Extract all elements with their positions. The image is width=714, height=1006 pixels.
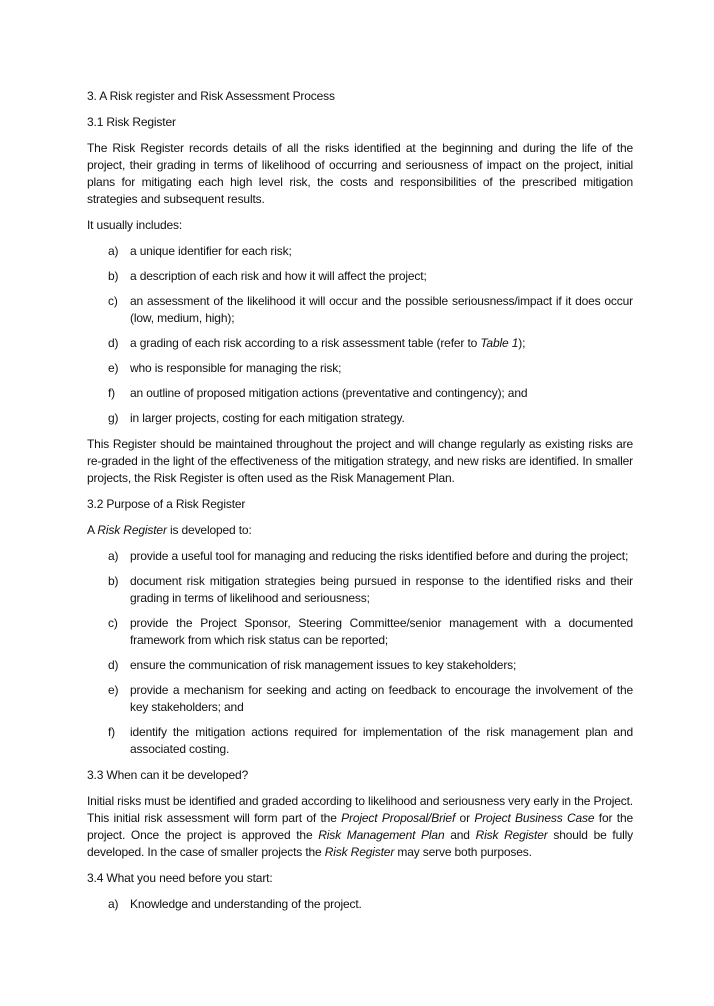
paragraph-text: should be fully developed. In the case of smaller projects the <box>87 828 633 859</box>
list-marker: e) <box>108 683 119 697</box>
subsection-heading-3-2: 3.2 Purpose of a Risk Register <box>87 497 246 511</box>
table-reference: Table 1 <box>480 336 519 350</box>
list-item <box>87 682 633 716</box>
includes-list <box>87 243 633 427</box>
includes-intro: It usually includes: <box>87 218 183 232</box>
list-marker: g) <box>108 411 119 425</box>
list-item-text: ensure the communication of risk management issues to key stakeholders; <box>130 658 517 672</box>
list-item-text: an outline of proposed mitigation actions (preventative and contingency); and <box>130 386 528 400</box>
list-item <box>87 896 633 913</box>
document-body <box>87 88 633 922</box>
list-item <box>87 410 633 427</box>
list-item-text: an assessment of the likelihood it will occur and the possible seriousness/impact if it does occur (low, medium, high); <box>130 294 633 325</box>
subsection-heading-3-1: 3.1 Risk Register <box>87 115 176 129</box>
list-item-text: a description of each risk and how it will affect the project; <box>130 269 427 283</box>
list-item <box>87 724 633 758</box>
list-item <box>87 268 633 285</box>
list-item-text: document risk mitigation strategies being pursued in response to the identified risks and their grading in terms of likelihood and seriousness; <box>130 574 633 605</box>
list-item-text: who is responsible for managing the risk; <box>130 361 342 375</box>
emphasis-term: Project Proposal/Brief <box>341 811 456 825</box>
list-marker: b) <box>108 574 119 588</box>
section-heading: 3. A Risk register and Risk Assessment Process <box>87 89 335 103</box>
list-item <box>87 385 633 402</box>
list-marker: f) <box>108 386 116 400</box>
when-developed-paragraph <box>87 793 633 861</box>
paragraph-text: may serve both purposes. <box>394 845 532 859</box>
list-marker: c) <box>108 616 118 630</box>
emphasis-term: Risk Register <box>324 845 395 859</box>
list-item <box>87 293 633 327</box>
list-item <box>87 360 633 377</box>
paragraph-text: Initial risks must be identified and graded according to likelihood and seriousness very early in the Project. This initial risk assessment will form part of the <box>87 794 633 825</box>
paragraph-text: or <box>455 811 475 825</box>
subsection-heading-3-3: 3.3 When can it be developed? <box>87 768 249 782</box>
list-marker: b) <box>108 269 119 283</box>
purpose-intro-text: is developed to: <box>166 523 252 537</box>
purpose-intro-text: A <box>87 523 98 537</box>
risk-register-term: Risk Register <box>97 523 167 537</box>
emphasis-term: Risk Management Plan <box>318 828 445 842</box>
purpose-intro <box>87 522 633 539</box>
list-marker: d) <box>108 658 119 672</box>
list-item-text: Knowledge and understanding of the project. <box>130 897 362 911</box>
list-marker: a) <box>108 897 119 911</box>
list-item <box>87 335 633 352</box>
maintenance-paragraph: This Register should be maintained throughout the project and will change regularly as existing risks are re-graded in the light of the effectiveness of the mitigation strategy, and new risks are identified. In smaller projects, the Risk Register is often used as the Risk Management Plan. <box>87 437 633 485</box>
list-item-text: provide a useful tool for managing and reducing the risks identified before and during the project; <box>130 549 629 563</box>
paragraph-text: and <box>444 828 476 842</box>
list-item-text: ); <box>518 336 526 350</box>
list-item-text: identify the mitigation actions required for implementation of the risk management plan and associated costing. <box>130 725 633 756</box>
list-marker: f) <box>108 725 116 739</box>
list-item-text: a grading of each risk according to a risk assessment table (refer to <box>130 336 481 350</box>
list-item <box>87 243 633 260</box>
list-item-text: provide the Project Sponsor, Steering Committee/senior management with a documented framework from which risk status can be reported; <box>130 616 633 647</box>
list-item <box>87 573 633 607</box>
emphasis-term: Project Business Case <box>474 811 595 825</box>
risk-register-paragraph: The Risk Register records details of all the risks identified at the beginning and during the life of the project, their grading in terms of likelihood of occurring and seriousness of impact on the project, initial plans for mitigating each high level risk, the costs and responsibilities of the prescribed mitigation strategies and subsequent results. <box>87 141 633 206</box>
subsection-heading-3-4: 3.4 What you need before you start: <box>87 871 273 885</box>
list-item <box>87 615 633 649</box>
list-item <box>87 548 633 565</box>
list-item <box>87 657 633 674</box>
list-marker: a) <box>108 244 119 258</box>
list-marker: d) <box>108 336 119 350</box>
paragraph-text: for the project. Once the project is approved the <box>87 811 633 842</box>
list-item-text: in larger projects, costing for each mitigation strategy. <box>130 411 405 425</box>
list-marker: c) <box>108 294 118 308</box>
list-marker: a) <box>108 549 119 563</box>
emphasis-term: Risk Register <box>475 828 548 842</box>
list-item-text: provide a mechanism for seeking and acting on feedback to encourage the involvement of the key stakeholders; and <box>130 683 633 714</box>
list-item-text: a unique identifier for each risk; <box>130 244 292 258</box>
prerequisites-list <box>87 896 633 913</box>
list-marker: e) <box>108 361 119 375</box>
purpose-list <box>87 548 633 758</box>
